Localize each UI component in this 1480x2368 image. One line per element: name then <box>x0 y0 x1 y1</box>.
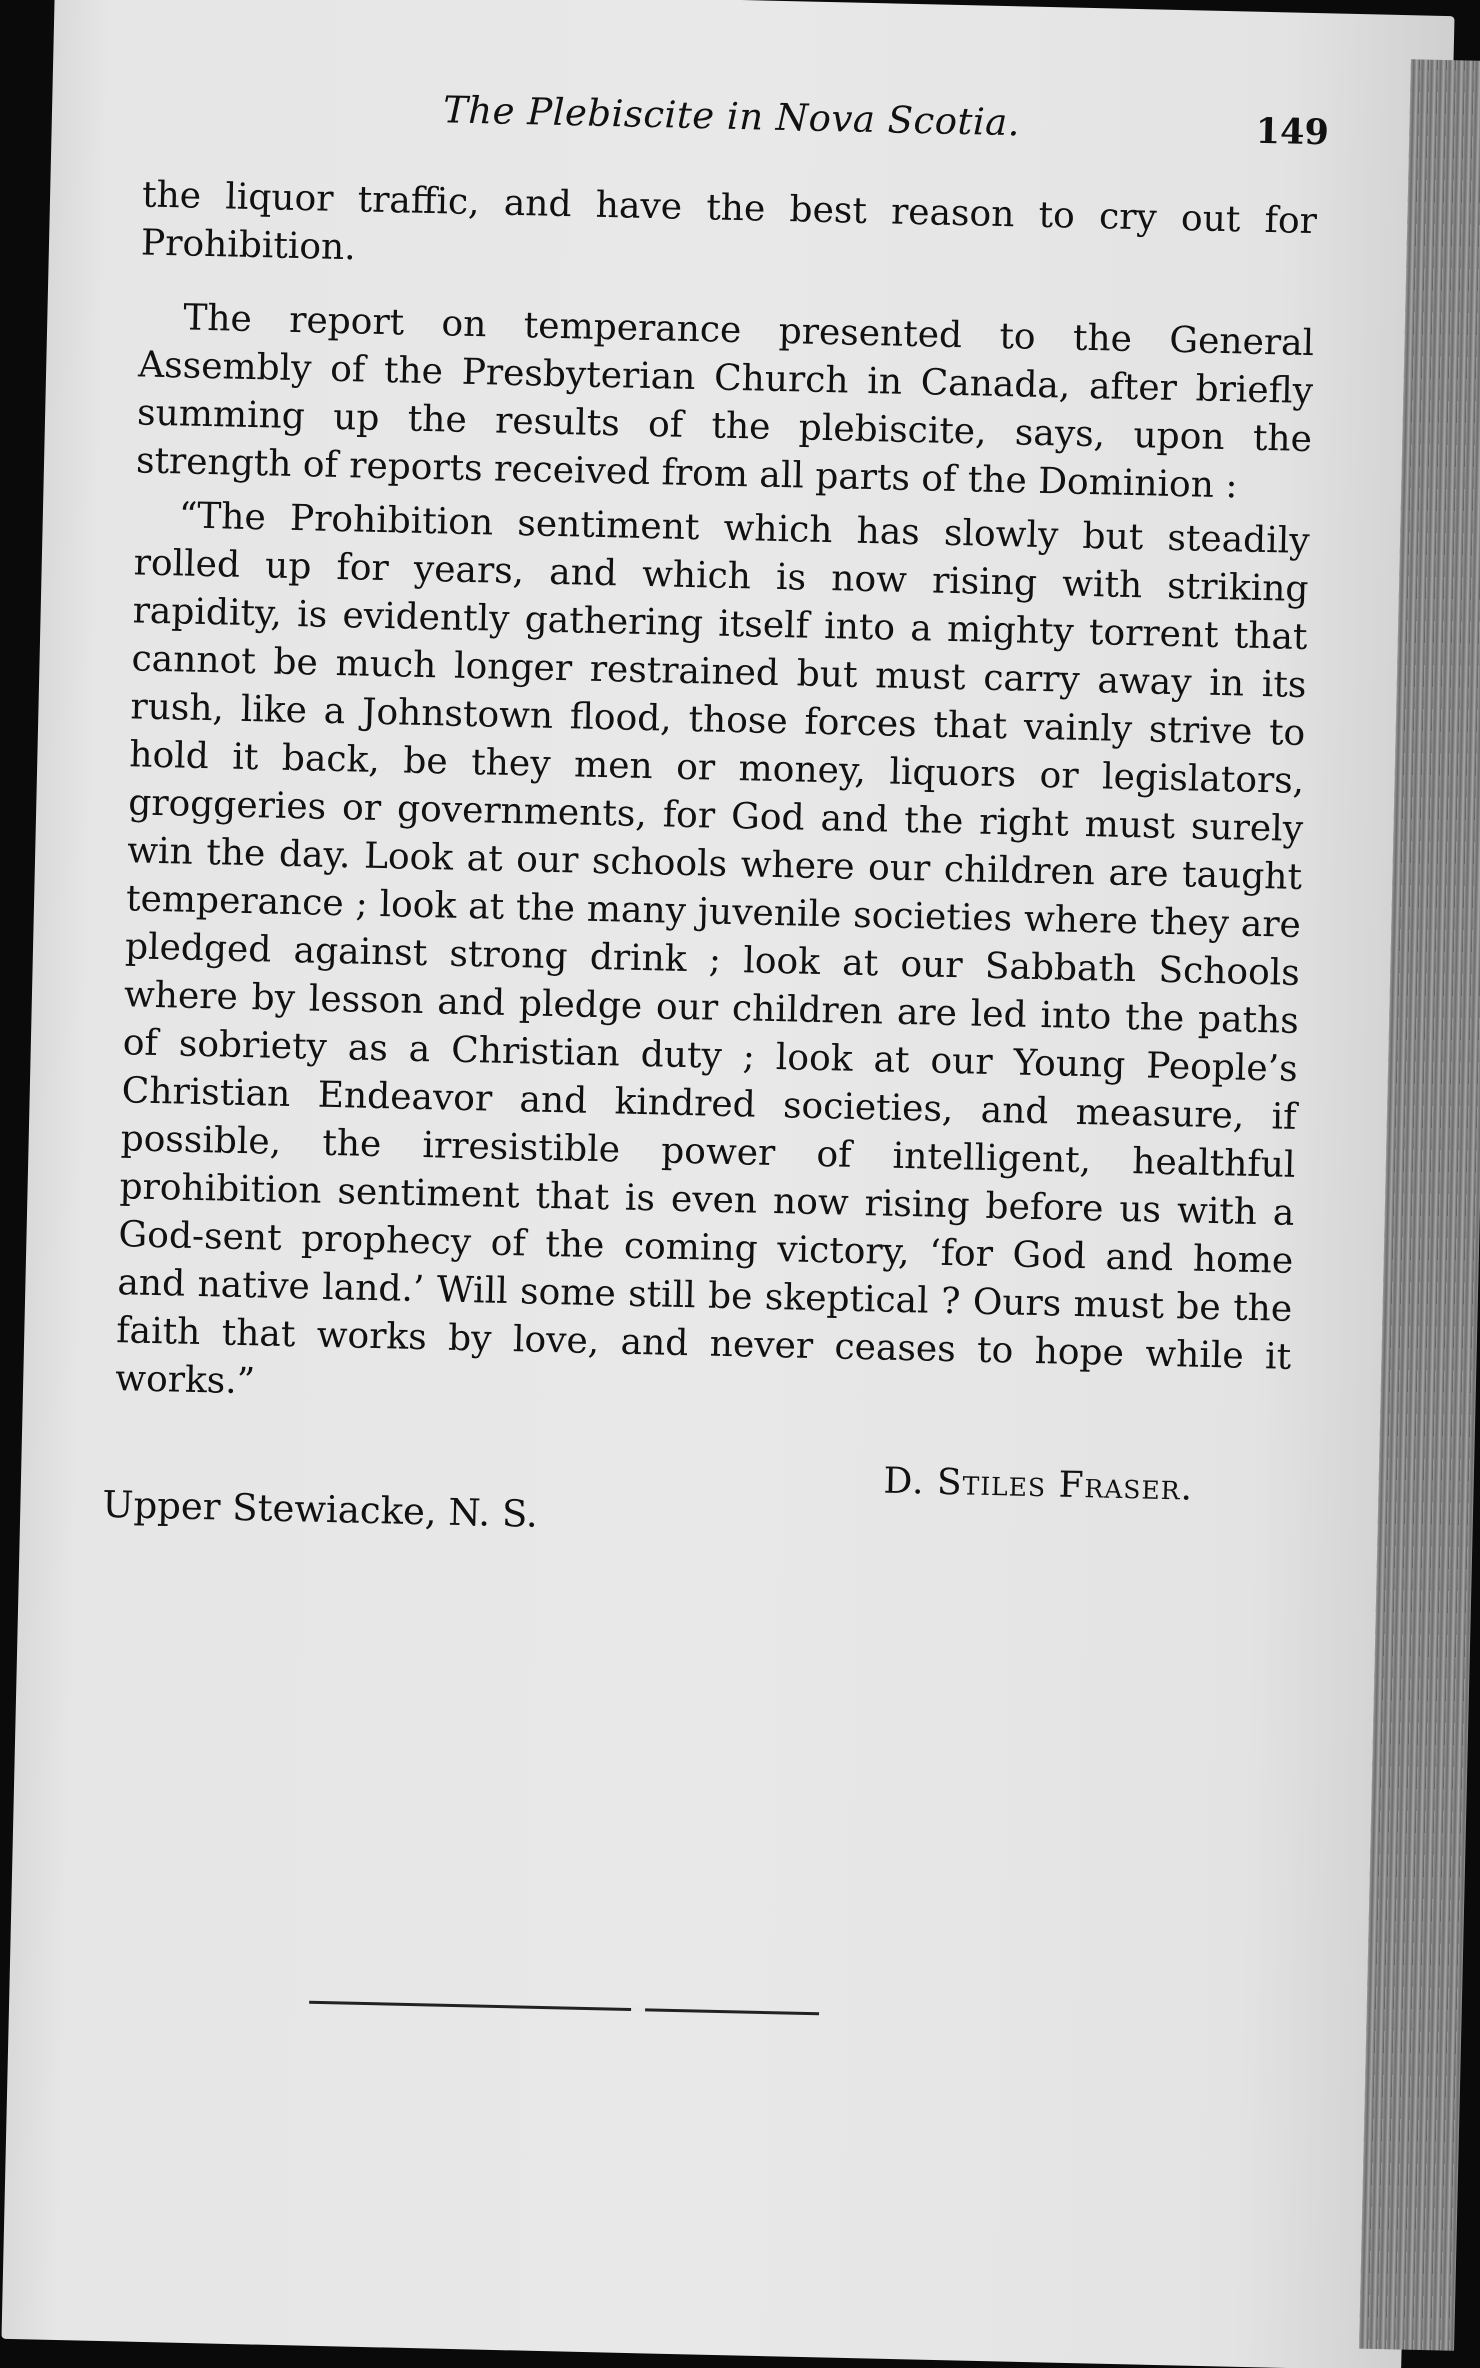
author-initial: D. <box>883 1460 926 1503</box>
paragraph-report: The report on temperance presented to the General Assembly of the Presbyterian Church in Canada, after briefly summing up the results of the plebiscite, says, upon the strength of reports received from all parts of the Dominion : <box>135 297 1315 507</box>
running-title: The Plebiscite in Nova Scotia. <box>442 88 1021 145</box>
signature-block <box>101 1443 1288 1580</box>
author-name: Stiles Fraser. <box>936 1461 1194 1509</box>
signature-author <box>883 1461 1193 1509</box>
page-number: 149 <box>1255 110 1330 154</box>
signature-place: Upper Stewiacke, N. S. <box>101 1482 539 1536</box>
end-rule <box>309 2001 819 2016</box>
paragraph-continuation: the liquor traffic, and have the best reason to cry out for Prohibition. <box>140 174 1318 269</box>
paragraph-quotation: “The Prohibition sentiment which has slowly but steadily rolled up for years, and which is now rising with striking rapidity, is evidently gathering itself into a mighty torrent that cannot be much longer restrained but must carry away in its rush, like a Johnstown flood, those forces that vainly strive to hold it back, be they men or money, liquors or legislators, groggeries or governments, for God and the right must surely win the day. Look at our schools where our children are taught temperance ; look at the many juvenile societies where they are pledged against strong drink ; look at our Sabbath Schools where by lesson and pledge our children are led into the paths of sobriety as a Christian duty ; look at our Young People’s Christian Endeavor and kindred societies, and measure, if possible, the irresistible power of intelligent, healthful prohibition sentiment that is even now rising before us with a God-sent prophecy of the coming victory, ‘for God and home and native land.’ Will some still be skeptical ? Ours must be the faith that works by love, and never ceases to hope while it works.” <box>114 495 1311 1403</box>
book-page <box>1 0 1454 2368</box>
page-content <box>101 81 1330 1579</box>
